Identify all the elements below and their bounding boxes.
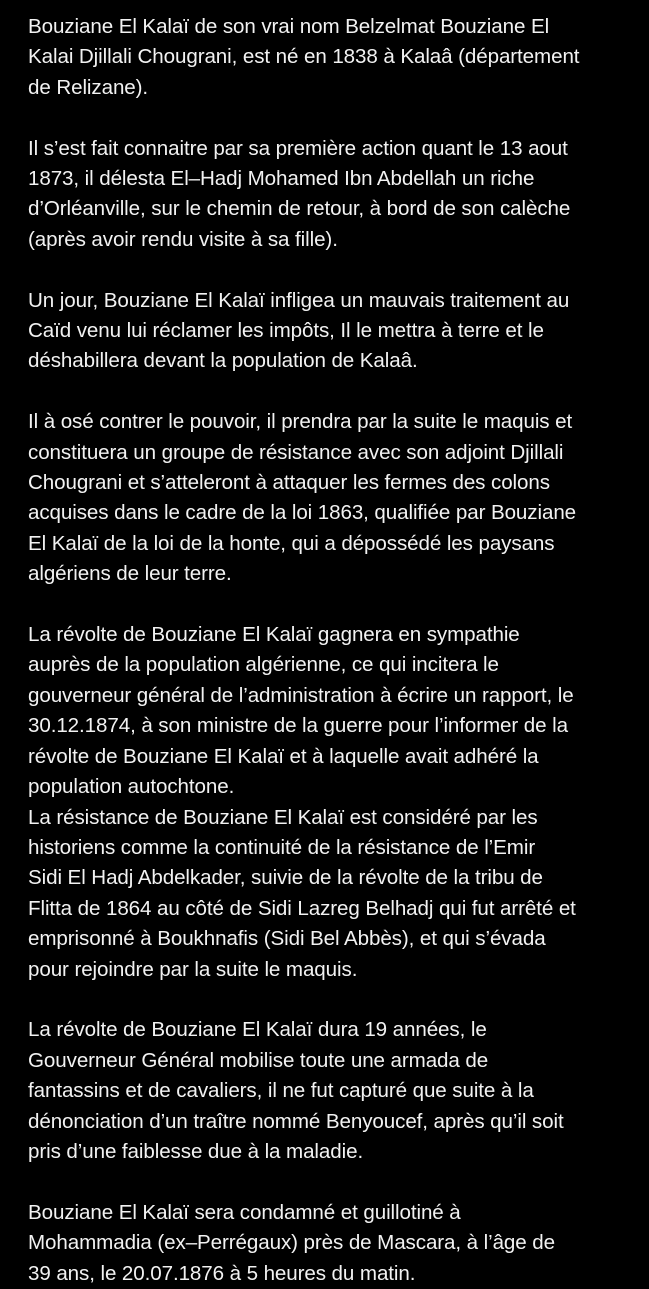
text-line: algériens de leur terre. (28, 562, 232, 586)
paragraph-capture (28, 1015, 636, 1167)
paragraph-execution (28, 1198, 636, 1289)
text-line: pris d’une faiblesse due à la maladie. (28, 1139, 364, 1163)
text-line: constituera un groupe de résistance avec son adjoint Djillali (28, 440, 564, 464)
text-line: emprisonné à Boukhnafis (Sidi Bel Abbès), et qui s’évada (28, 927, 546, 951)
text-line: pour rejoindre par la suite le maquis. (28, 957, 358, 981)
paragraph-resistance-group (28, 407, 636, 589)
text-line: 39 ans, le 20.07.1876 à 5 heures du matin. (28, 1261, 416, 1285)
text-line: Kalai Djillali Chougrani, est né en 1838 à Kalaâ (département (28, 45, 580, 69)
text-line: Flitta de 1864 au côté de Sidi Lazreg Belhadj qui fut arrêté et (28, 896, 576, 920)
document-body (28, 12, 636, 1289)
text-line: Il à osé contrer le pouvoir, il prendra par la suite le maquis et (28, 410, 573, 434)
text-line: Gouverneur Général mobilise toute une armada de (28, 1048, 489, 1072)
text-line: Un jour, Bouziane El Kalaï infligea un mauvais traitement au (28, 288, 570, 312)
paragraph-revolt-sympathy (28, 620, 636, 985)
text-line: La révolte de Bouziane El Kalaï dura 19 années, le (28, 1018, 487, 1042)
paragraph-gap (28, 377, 636, 407)
text-line: (après avoir rendu visite à sa fille). (28, 227, 338, 251)
text-line: El Kalaï de la loi de la honte, qui a dépossédé les paysans (28, 531, 555, 555)
text-line: Il s’est fait connaitre par sa première action quant le 13 aout (28, 136, 568, 160)
text-line: Chougrani et s’atteleront à attaquer les fermes des colons (28, 471, 550, 495)
text-line: Bouziane El Kalaï sera condamné et guillotiné à (28, 1200, 461, 1224)
paragraph-first-action (28, 134, 636, 256)
paragraph-gap (28, 103, 636, 133)
text-line: dénonciation d’un traître nommé Benyoucef, après qu’il soit (28, 1109, 564, 1133)
paragraph-birth (28, 12, 636, 103)
paragraph-gap (28, 590, 636, 620)
paragraph-gap (28, 1167, 636, 1197)
text-line: auprès de la population algérienne, ce qui incitera le (28, 653, 499, 677)
text-line: population autochtone. (28, 775, 235, 799)
text-line: d’Orléanville, sur le chemin de retour, à bord de son calèche (28, 197, 571, 221)
paragraph-gap (28, 985, 636, 1015)
text-line: La révolte de Bouziane El Kalaï gagnera en sympathie (28, 623, 520, 647)
text-line: Mohammadia (ex–Perrégaux) près de Mascara, à l’âge de (28, 1231, 555, 1255)
text-line: de Relizane). (28, 75, 149, 99)
text-line: 30.12.1874, à son ministre de la guerre pour l’informer de la (28, 714, 568, 738)
text-line: gouverneur général de l’administration à écrire un rapport, le (28, 683, 574, 707)
text-line: historiens comme la continuité de la résistance de l’Emir (28, 835, 536, 859)
text-line: 1873, il délesta El–Hadj Mohamed Ibn Abdellah un riche (28, 167, 535, 191)
text-line: Bouziane El Kalaï de son vrai nom Belzelmat Bouziane El (28, 15, 550, 38)
text-line: révolte de Bouziane El Kalaï et à laquelle avait adhéré la (28, 744, 539, 768)
text-line: déshabillera devant la population de Kalaâ. (28, 349, 418, 373)
paragraph-caid (28, 286, 636, 377)
text-line: Sidi El Hadj Abdelkader, suivie de la révolte de la tribu de (28, 866, 543, 890)
text-line: Caïd venu lui réclamer les impôts, Il le mettra à terre et le (28, 319, 544, 343)
text-line: acquises dans le cadre de la loi 1863, qualifiée par Bouziane (28, 501, 577, 525)
paragraph-gap (28, 255, 636, 285)
text-line: fantassins et de cavaliers, il ne fut capturé que suite à la (28, 1079, 534, 1103)
text-line: La résistance de Bouziane El Kalaï est considéré par les (28, 805, 538, 829)
